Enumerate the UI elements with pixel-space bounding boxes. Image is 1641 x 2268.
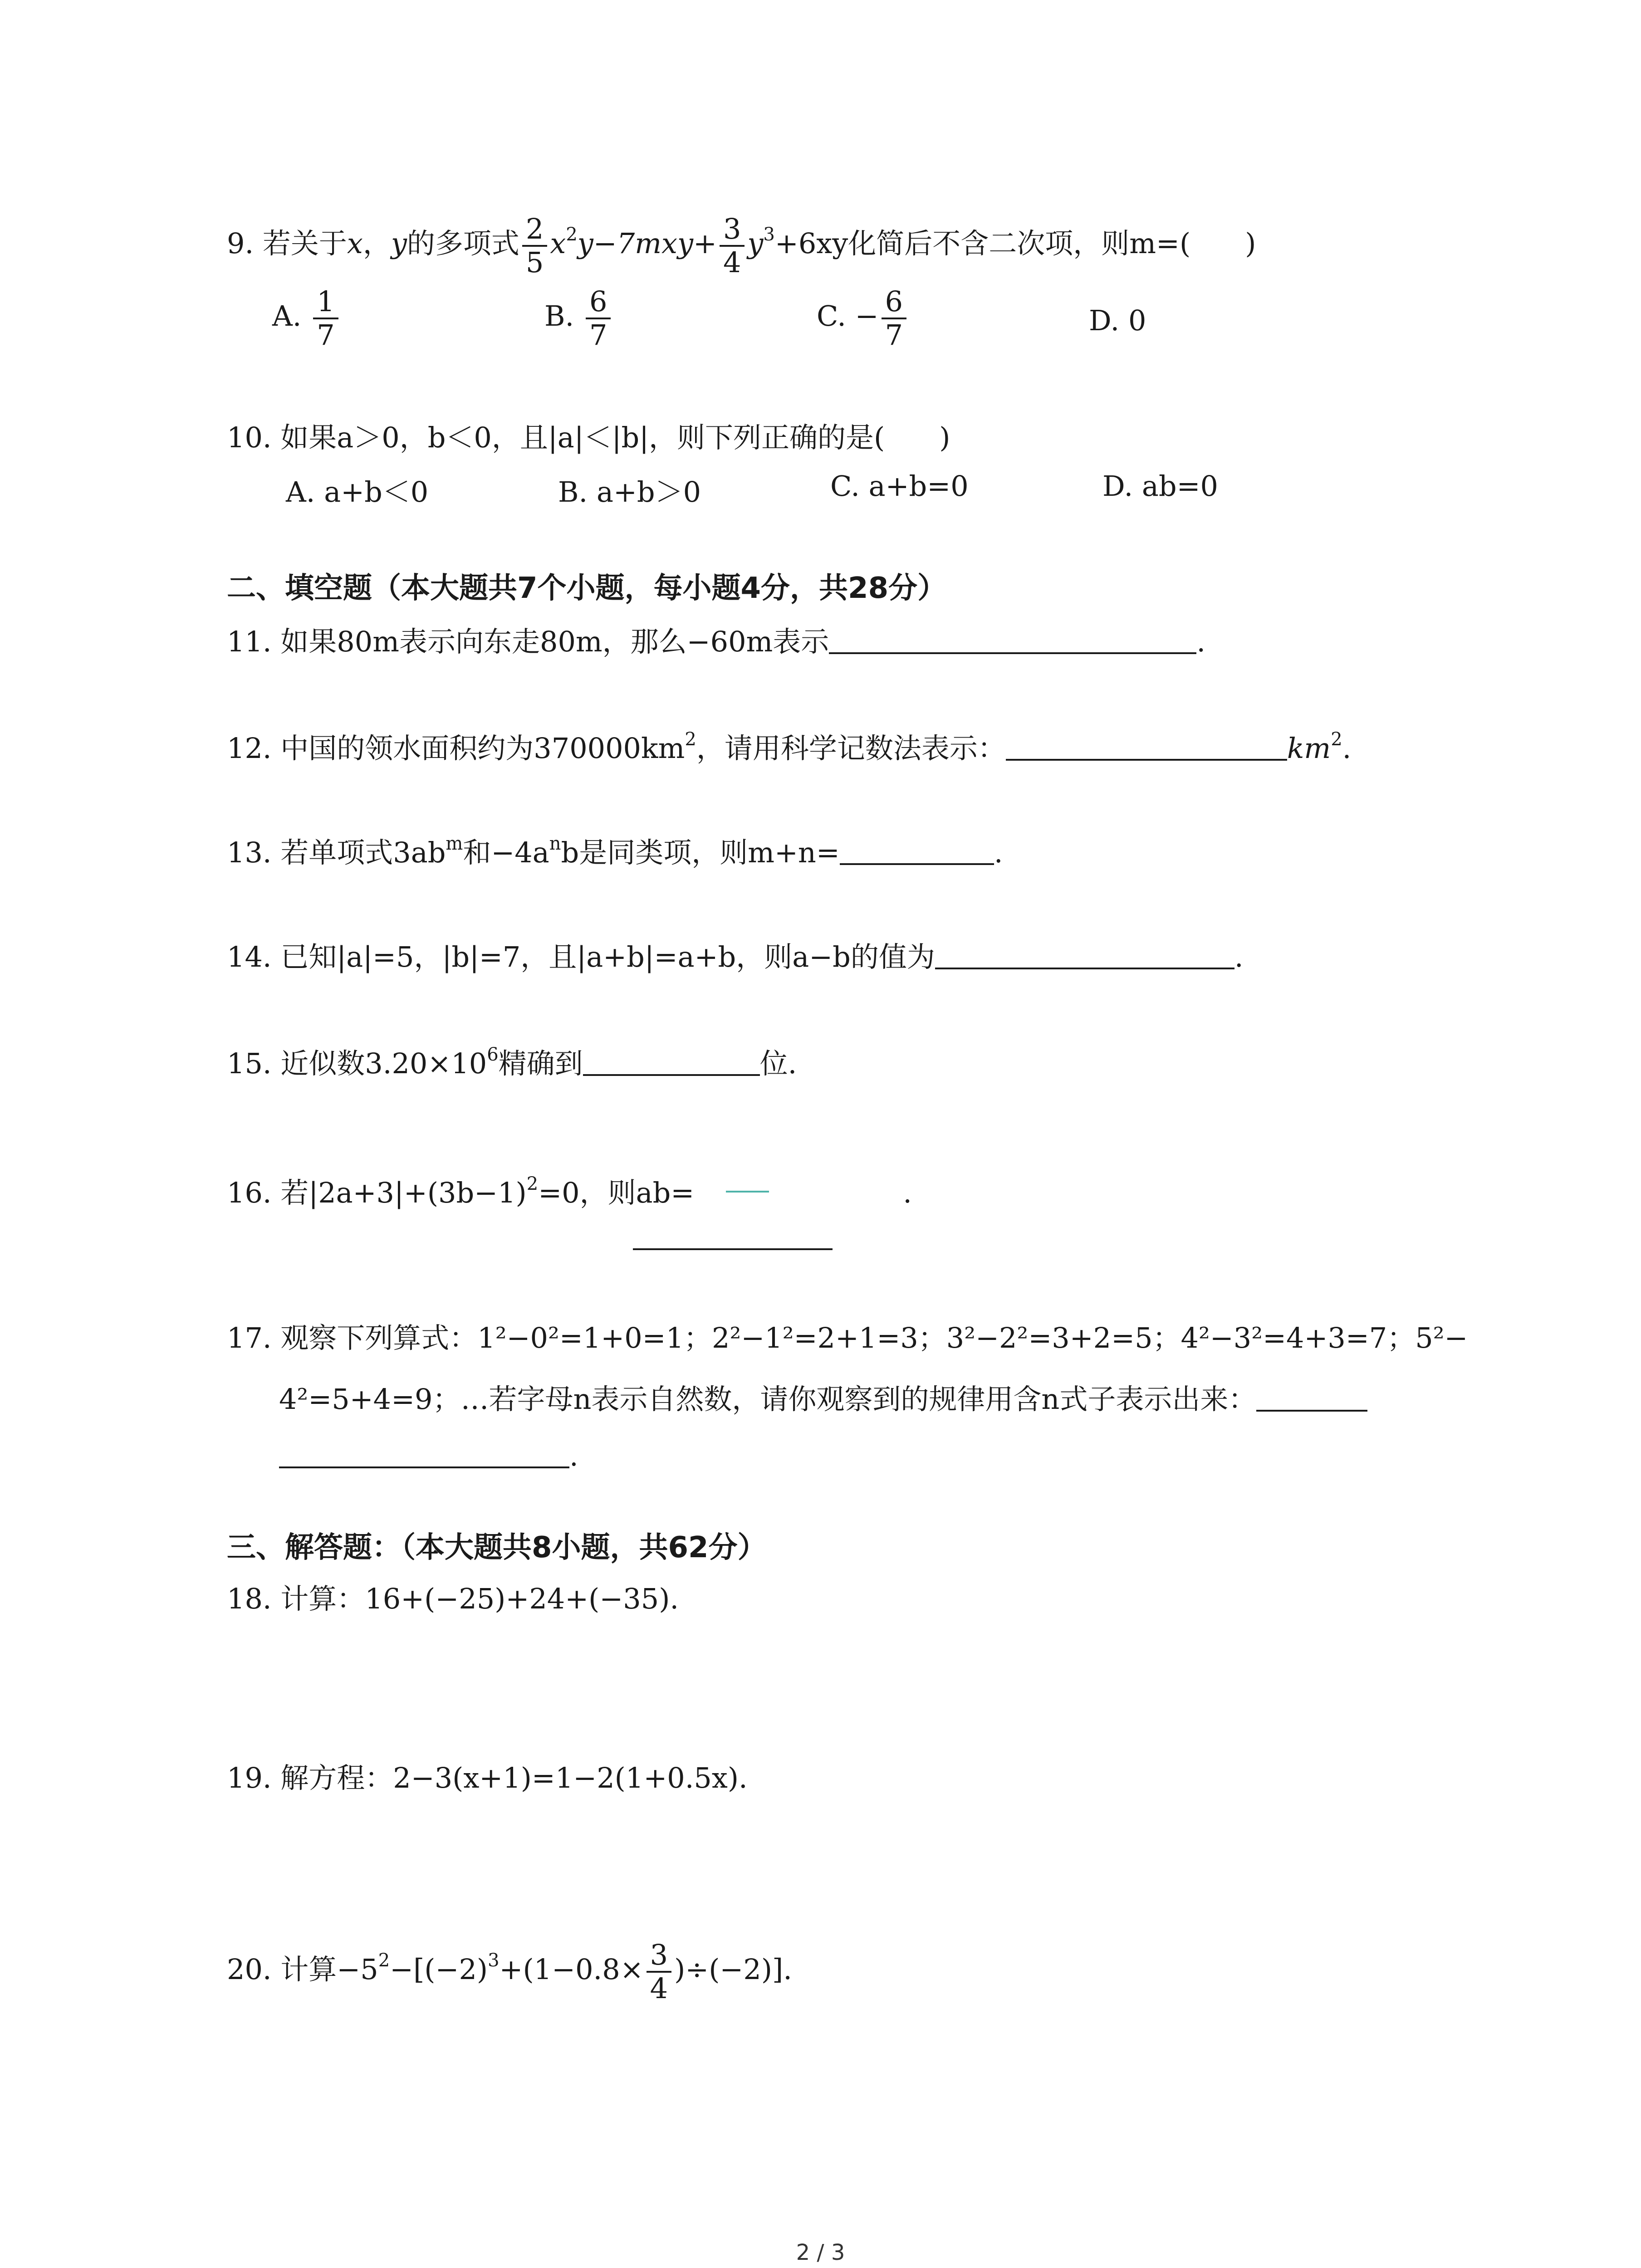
q9-option-c-label: C. (817, 299, 846, 333)
q9-option-a-label: A. (272, 299, 302, 333)
q9-term-4: +6xy化简后不含二次项，则m=( (774, 227, 1191, 260)
q20-fraction (647, 1939, 671, 2004)
q9-option-b-fraction (586, 286, 611, 351)
q13-part-b: 和−4a (463, 836, 549, 869)
q16-exp: 2 (526, 1173, 539, 1194)
q11-end: . (1196, 625, 1206, 658)
q10-text: 10. 如果a＞0，b＜0，且|a|＜|b|，则下列正确的是( (227, 421, 885, 454)
q10-option-a[interactable]: A. a+b＜0 (286, 475, 429, 508)
q9-comma: ， (362, 227, 391, 260)
q12-text: 12. 中国的领水面积约为370000km (227, 732, 685, 765)
q20-f-den: 4 (650, 1972, 668, 2005)
q9-mid: 的多项式 (407, 227, 519, 260)
q9-f1-num: 2 (522, 213, 547, 247)
q9-option-c-fraction (882, 286, 906, 351)
q9-term-1: x (550, 227, 566, 260)
question-11 (227, 624, 1205, 660)
question-12 (227, 730, 1351, 767)
q9-term-3: y (747, 227, 764, 260)
q9-option-b-num: 6 (586, 286, 611, 319)
q10-option-b[interactable]: B. a+b＞0 (558, 475, 701, 508)
question-14 (227, 939, 1244, 975)
q13-end: . (994, 836, 1003, 869)
question-10 (227, 420, 950, 456)
q16-part-a: 16. 若|2a+3|+(3b−1) (227, 1176, 527, 1209)
q9-option-b[interactable] (544, 286, 613, 351)
q12-unit: km (1287, 732, 1331, 765)
q12-answer-blank[interactable] (1006, 732, 1287, 761)
q20-part-b: −[(−2) (390, 1953, 488, 1986)
q15-part-a: 15. 近似数3.20×10 (227, 1047, 487, 1080)
q15-end: 位. (759, 1047, 797, 1080)
q12-end: . (1342, 732, 1352, 765)
q9-fraction-1 (522, 213, 547, 279)
question-17-line-2 (279, 1381, 1367, 1418)
q15-part-b: 精确到 (498, 1047, 583, 1080)
question-13 (227, 835, 1003, 871)
q20-exp-1: 2 (378, 1950, 390, 1971)
q9-option-d[interactable] (1089, 304, 1146, 337)
q20-part-d: )÷(−2)]. (674, 1953, 792, 1986)
q13-exp-n: n (549, 833, 561, 854)
q9-term-2: y−7mxy+ (577, 227, 717, 260)
q9-fraction-2 (720, 213, 745, 279)
question-18: 18. 计算：16+(−25)+24+(−35). (227, 1582, 679, 1615)
question-16 (227, 1175, 912, 1211)
q9-f2-num: 3 (720, 213, 745, 247)
q16-answer-underline[interactable] (633, 1248, 833, 1250)
q9-option-a[interactable] (272, 286, 341, 351)
q9-var-y: y (391, 227, 407, 260)
q17-end: . (569, 1439, 578, 1472)
q9-option-c-den: 7 (885, 318, 903, 352)
section-2-heading: 二、填空题（本大题共7个小题，每小题4分，共28分） (227, 572, 947, 605)
q9-option-b-den: 7 (589, 318, 607, 352)
q9-f2-den: 4 (723, 246, 741, 279)
q9-prefix: 9. 若关于 (227, 227, 347, 260)
q20-f-num: 3 (647, 1939, 671, 1973)
question-9 (227, 213, 1256, 279)
q20-part-a: 20. 计算−5 (227, 1953, 378, 1986)
question-17-line-3 (279, 1438, 578, 1474)
q12-mid: ，请用科学记数法表示： (696, 732, 1006, 765)
question-20 (227, 1939, 792, 2004)
q13-exp-m: m (446, 833, 463, 854)
q9-option-c-num: 6 (882, 286, 906, 319)
q13-answer-blank[interactable] (840, 836, 994, 865)
q20-part-c: +(1−0.8× (499, 1953, 644, 1986)
page-number: 2 / 3 (796, 2240, 845, 2265)
q16-part-b: =0，则ab= (538, 1176, 695, 1209)
q9-var-x: x (347, 227, 363, 260)
q9-option-a-fraction (313, 286, 338, 351)
q9-option-d-value: 0 (1128, 304, 1146, 337)
q15-exp: 6 (487, 1044, 499, 1065)
q9-option-b-label: B. (544, 299, 574, 333)
q17-answer-blank-2[interactable] (279, 1439, 569, 1468)
q11-text: 11. 如果80m表示向东走80m，那么−60m表示 (227, 625, 829, 658)
q9-option-c[interactable] (817, 286, 909, 351)
q14-end: . (1234, 940, 1244, 973)
q13-part-c: b是同类项，则m+n= (561, 836, 840, 869)
q9-term-1-exp: 2 (566, 224, 578, 245)
q16-end: . (903, 1176, 912, 1209)
q12-exp: 2 (685, 729, 696, 750)
q11-answer-blank[interactable] (829, 625, 1196, 654)
q9-close: ) (1245, 227, 1256, 260)
q15-answer-blank[interactable] (583, 1047, 760, 1076)
question-17-line-1: 17. 观察下列算式：1²−0²=1+0=1；2²−1²=2+1=3；3²−2²=3+2=5；4²−3²=4+3=7；5²− (227, 1321, 1468, 1354)
q10-close: ) (939, 421, 950, 454)
q17-line-2-text: 4²=5+4=9；…若字母n表示自然数，请你观察到的规律用含n式子表示出来： (279, 1383, 1257, 1416)
q9-option-a-num: 1 (313, 286, 338, 319)
q16-dash-mark (726, 1191, 769, 1193)
question-19: 19. 解方程：2−3(x+1)=1−2(1+0.5x). (227, 1761, 748, 1794)
q9-option-c-sign: − (855, 299, 879, 333)
q10-option-c[interactable]: C. a+b=0 (830, 469, 969, 503)
q9-f1-den: 5 (525, 246, 544, 279)
q12-unit-exp: 2 (1331, 729, 1342, 750)
q14-answer-blank[interactable] (935, 940, 1234, 969)
q9-option-d-label: D. (1089, 304, 1120, 337)
q10-option-d[interactable]: D. ab=0 (1102, 469, 1218, 503)
q14-text: 14. 已知|a|=5，|b|=7，且|a+b|=a+b，则a−b的值为 (227, 940, 935, 973)
section-3-heading: 三、解答题：（本大题共8小题，共62分） (227, 1531, 767, 1564)
q20-exp-2: 3 (488, 1950, 500, 1971)
question-15 (227, 1046, 797, 1082)
q9-term-3-exp: 3 (763, 224, 775, 245)
q13-part-a: 13. 若单项式3ab (227, 836, 446, 869)
q9-option-a-den: 7 (317, 318, 335, 352)
q17-answer-blank-1[interactable] (1256, 1383, 1367, 1412)
